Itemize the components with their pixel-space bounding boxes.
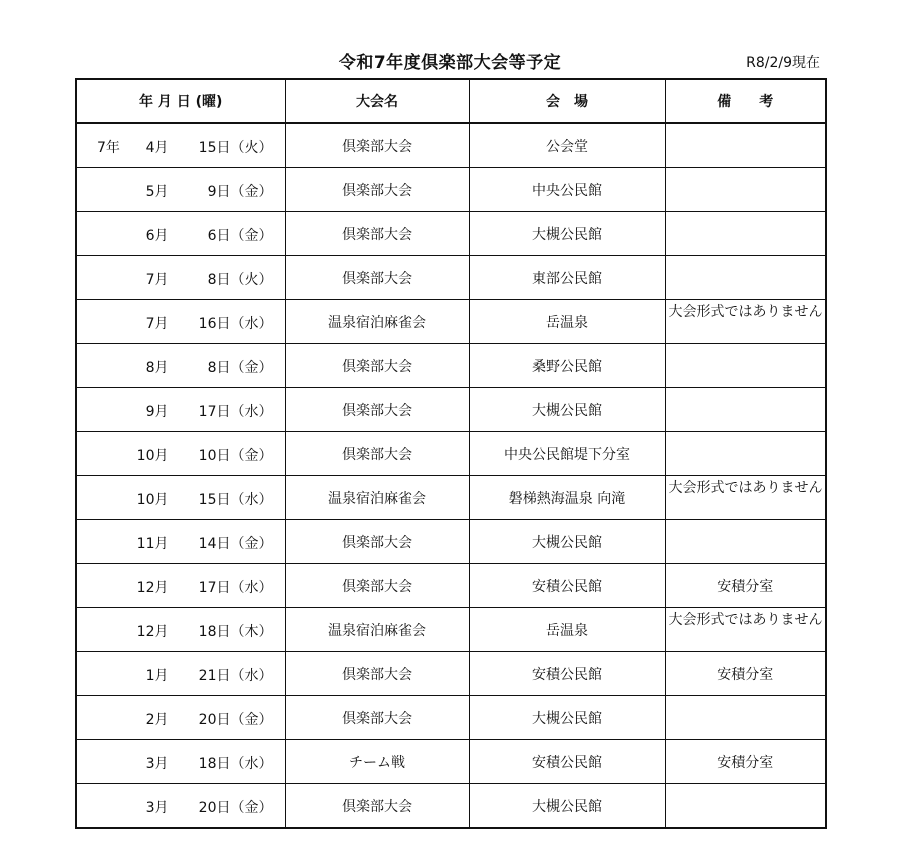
month-text: 5月 xyxy=(145,184,169,200)
month-text: 11月 xyxy=(136,536,169,552)
date-cell xyxy=(76,300,285,344)
venue-cell: 大槻公民館 xyxy=(469,696,665,740)
table-row xyxy=(76,652,826,696)
venue-cell: 中央公民館堤下分室 xyxy=(469,432,665,476)
venue-cell: 大槻公民館 xyxy=(469,520,665,564)
date-cell xyxy=(76,476,285,520)
table-row xyxy=(76,432,826,476)
day-text: 17日（水） xyxy=(198,580,273,596)
note-cell: 安積分室 xyxy=(665,564,826,608)
month-text: 3月 xyxy=(145,756,169,772)
table-row xyxy=(76,388,826,432)
table-row xyxy=(76,608,826,652)
note-cell: 大会形式ではありません xyxy=(665,476,826,520)
month-text: 10月 xyxy=(136,448,169,464)
event-cell: 倶楽部大会 xyxy=(285,123,469,168)
event-cell: 温泉宿泊麻雀会 xyxy=(285,300,469,344)
date-cell xyxy=(76,256,285,300)
table-row xyxy=(76,696,826,740)
note-cell xyxy=(665,696,826,740)
date-cell xyxy=(76,432,285,476)
date-cell xyxy=(76,652,285,696)
venue-cell: 桑野公民館 xyxy=(469,344,665,388)
day-text: 20日（金） xyxy=(198,712,273,728)
date-cell xyxy=(76,564,285,608)
table-row xyxy=(76,476,826,520)
venue-cell: 中央公民館 xyxy=(469,168,665,212)
day-text: 15日（火） xyxy=(198,140,273,156)
month-text: 12月 xyxy=(136,624,169,640)
event-cell: 倶楽部大会 xyxy=(285,696,469,740)
event-cell: 倶楽部大会 xyxy=(285,652,469,696)
event-column-header: 大会名 xyxy=(285,79,469,123)
venue-cell: 安積公民館 xyxy=(469,652,665,696)
venue-cell: 安積公民館 xyxy=(469,740,665,784)
event-cell: 倶楽部大会 xyxy=(285,784,469,829)
event-cell: チーム戦 xyxy=(285,740,469,784)
venue-cell: 大槻公民館 xyxy=(469,212,665,256)
event-cell: 温泉宿泊麻雀会 xyxy=(285,608,469,652)
date-cell xyxy=(76,784,285,829)
note-cell xyxy=(665,344,826,388)
note-cell xyxy=(665,520,826,564)
as-of-date: R8/2/9現在 xyxy=(746,55,820,71)
day-text: 10日（金） xyxy=(198,448,273,464)
month-text: 10月 xyxy=(136,492,169,508)
event-cell: 倶楽部大会 xyxy=(285,520,469,564)
event-cell: 倶楽部大会 xyxy=(285,344,469,388)
event-cell: 倶楽部大会 xyxy=(285,256,469,300)
month-text: 1月 xyxy=(145,668,169,684)
month-text: 9月 xyxy=(145,404,169,420)
day-text: 18日（木） xyxy=(198,624,273,640)
event-cell: 倶楽部大会 xyxy=(285,212,469,256)
day-text: 17日（水） xyxy=(198,404,273,420)
date-cell xyxy=(76,344,285,388)
table-row xyxy=(76,256,826,300)
table-row xyxy=(76,564,826,608)
note-cell: 安積分室 xyxy=(665,652,826,696)
table-row xyxy=(76,212,826,256)
month-text: 2月 xyxy=(145,712,169,728)
venue-cell: 公会堂 xyxy=(469,123,665,168)
month-text: 8月 xyxy=(145,360,169,376)
venue-column-header: 会 場 xyxy=(469,79,665,123)
date-cell xyxy=(76,212,285,256)
note-cell xyxy=(665,212,826,256)
note-cell xyxy=(665,123,826,168)
day-text: 9日（金） xyxy=(207,184,273,200)
month-text: 7月 xyxy=(145,272,169,288)
venue-cell: 磐梯熱海温泉 向滝 xyxy=(469,476,665,520)
day-text: 20日（金） xyxy=(198,800,273,816)
venue-cell: 岳温泉 xyxy=(469,300,665,344)
month-text: 4月 xyxy=(145,140,169,156)
note-cell xyxy=(665,432,826,476)
day-text: 15日（水） xyxy=(198,492,273,508)
day-text: 6日（金） xyxy=(207,228,273,244)
note-cell xyxy=(665,168,826,212)
day-text: 8日（金） xyxy=(207,360,273,376)
document-title: 令和7年度倶楽部大会等予定 xyxy=(338,53,562,73)
venue-cell: 大槻公民館 xyxy=(469,388,665,432)
note-cell xyxy=(665,784,826,829)
year-text: 7年 xyxy=(97,140,120,156)
venue-cell: 大槻公民館 xyxy=(469,784,665,829)
event-cell: 倶楽部大会 xyxy=(285,432,469,476)
date-cell xyxy=(76,168,285,212)
date-column-header: 年 月 日 (曜) xyxy=(76,79,285,123)
note-cell: 安積分室 xyxy=(665,740,826,784)
day-text: 8日（火） xyxy=(207,272,273,288)
date-cell xyxy=(76,608,285,652)
day-text: 16日（水） xyxy=(198,316,273,332)
event-cell: 倶楽部大会 xyxy=(285,388,469,432)
note-cell xyxy=(665,256,826,300)
table-row xyxy=(76,740,826,784)
month-text: 7月 xyxy=(145,316,169,332)
date-cell xyxy=(76,123,285,168)
table-row xyxy=(76,168,826,212)
day-text: 14日（金） xyxy=(198,536,273,552)
note-cell xyxy=(665,388,826,432)
event-cell: 倶楽部大会 xyxy=(285,564,469,608)
month-text: 12月 xyxy=(136,580,169,596)
schedule-table xyxy=(75,78,827,829)
table-row xyxy=(76,344,826,388)
note-cell: 大会形式ではありません xyxy=(665,608,826,652)
note-cell: 大会形式ではありません xyxy=(665,300,826,344)
date-cell xyxy=(76,520,285,564)
date-cell xyxy=(76,388,285,432)
table-row xyxy=(76,784,826,829)
event-cell: 倶楽部大会 xyxy=(285,168,469,212)
note-column-header: 備 考 xyxy=(665,79,826,123)
venue-cell: 安積公民館 xyxy=(469,564,665,608)
day-text: 18日（水） xyxy=(198,756,273,772)
table-row xyxy=(76,300,826,344)
header-row xyxy=(76,79,826,123)
venue-cell: 東部公民館 xyxy=(469,256,665,300)
table-row xyxy=(76,520,826,564)
table-row xyxy=(76,123,826,168)
day-text: 21日（水） xyxy=(198,668,273,684)
month-text: 3月 xyxy=(145,800,169,816)
date-cell xyxy=(76,740,285,784)
event-cell: 温泉宿泊麻雀会 xyxy=(285,476,469,520)
date-cell xyxy=(76,696,285,740)
month-text: 6月 xyxy=(145,228,169,244)
venue-cell: 岳温泉 xyxy=(469,608,665,652)
